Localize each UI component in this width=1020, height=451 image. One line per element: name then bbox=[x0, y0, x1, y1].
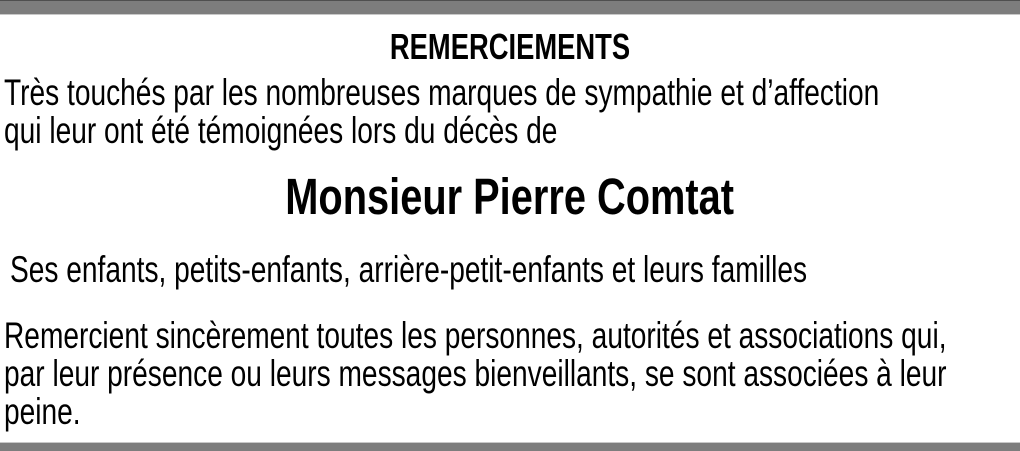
deceased-name-text: Monsieur Pierre Comtat bbox=[285, 168, 735, 225]
thanks-paragraph-line-2: par leur présence ou leurs messages bienveillants, se sont associées à leur bbox=[4, 353, 947, 394]
notice-title-text: REMERCIEMENTS bbox=[389, 26, 631, 67]
thanks-paragraph-line-1: Remercient sincèrement toutes les personnes, autorités et associations qui, bbox=[4, 315, 947, 356]
bottom-border-rule bbox=[0, 442, 1020, 451]
top-border-rule bbox=[0, 0, 1020, 15]
thanks-paragraph-line-3: peine. bbox=[4, 391, 81, 432]
intro-paragraph-line-1: Très touchés par les nombreuses marques de sympathie et d’affection bbox=[4, 72, 880, 113]
deceased-name bbox=[0, 168, 1020, 225]
intro-paragraph-line-2: qui leur ont été témoignées lors du décès de bbox=[4, 110, 558, 151]
family-line: Ses enfants, petits-enfants, arrière-petit-enfants et leurs familles bbox=[10, 249, 808, 290]
notice-title bbox=[0, 27, 1020, 67]
